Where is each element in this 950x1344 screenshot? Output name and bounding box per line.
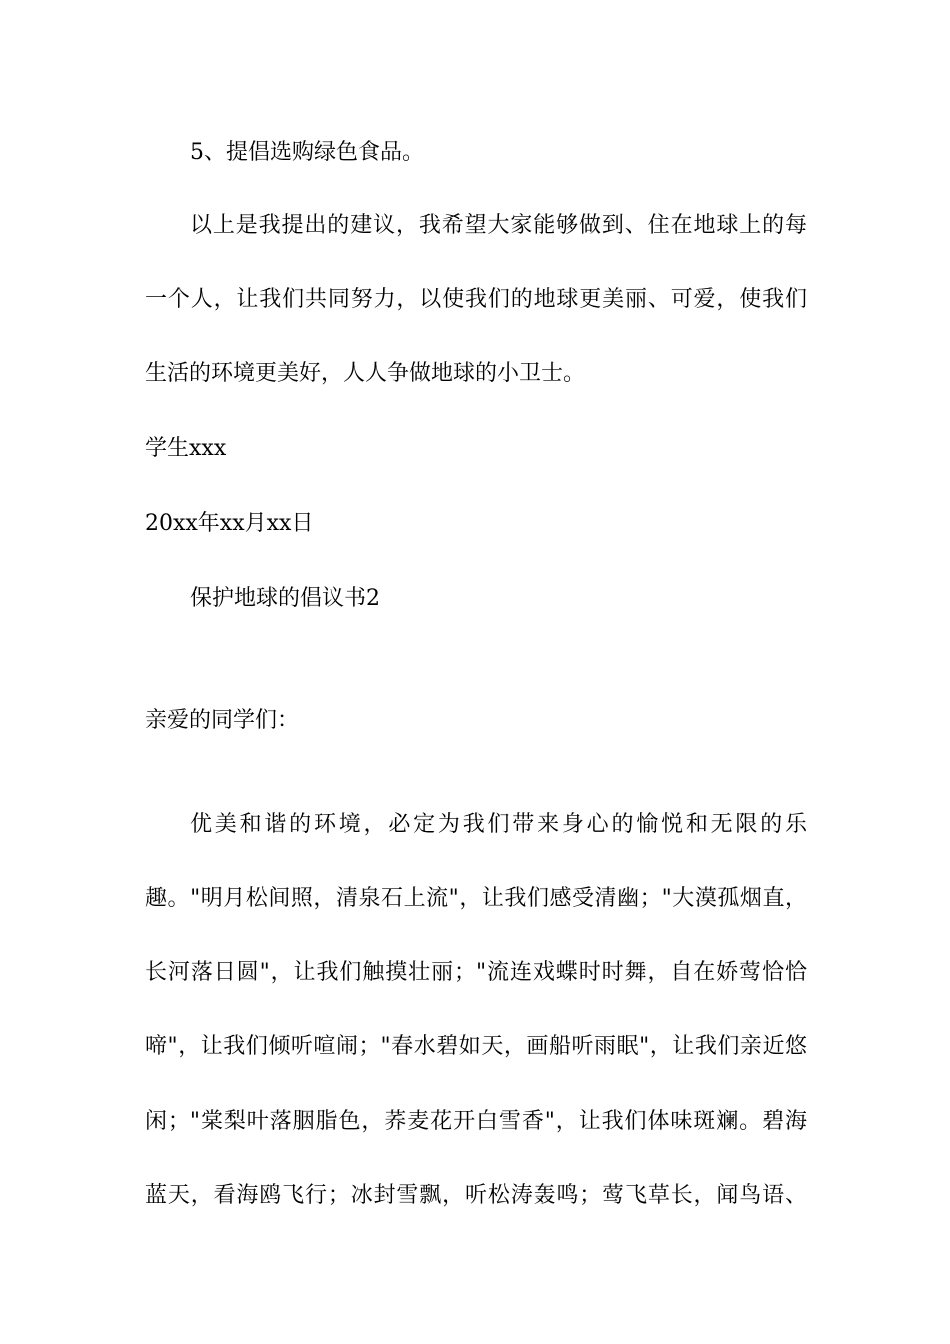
closing-paragraph-line-2: 一个人，让我们共同努力，以使我们的地球更美丽、可爱，使我们 <box>145 287 807 312</box>
body-paragraph-line-1: 优美和谐的环境，必定为我们带来身心的愉悦和无限的乐 <box>190 812 807 837</box>
body-paragraph-line-4: 啼"，让我们倾听喧闹；"春水碧如天，画船听雨眠"，让我们亲近悠 <box>145 1034 807 1059</box>
closing-paragraph-line-3: 生活的环境更美好，人人争做地球的小卫士。 <box>145 361 586 386</box>
list-item-5: 5、提倡选购绿色食品。 <box>190 140 424 165</box>
body-paragraph-line-2: 趣。"明月松间照，清泉石上流"，让我们感受清幽；"大漠孤烟直， <box>145 886 807 911</box>
body-paragraph-line-5: 闲；"棠梨叶落胭脂色，荞麦花开白雪香"，让我们体味斑斓。碧海 <box>145 1109 807 1134</box>
closing-paragraph-line-1: 以上是我提出的建议，我希望大家能够做到、住在地球上的每 <box>190 213 807 238</box>
body-paragraph-line-3: 长河落日圆"，让我们触摸壮丽；"流连戏蝶时时舞，自在娇莺恰恰 <box>145 960 807 985</box>
salutation: 亲爱的同学们： <box>145 708 300 733</box>
signature: 学生xxx <box>145 436 227 461</box>
date: 20xx年xx月xx日 <box>145 511 314 536</box>
section-title: 保护地球的倡议书2 <box>190 586 380 611</box>
body-paragraph-line-6: 蓝天，看海鸥飞行；冰封雪飘，听松涛轰鸣；莺飞草长，闻鸟语、 <box>145 1183 807 1208</box>
